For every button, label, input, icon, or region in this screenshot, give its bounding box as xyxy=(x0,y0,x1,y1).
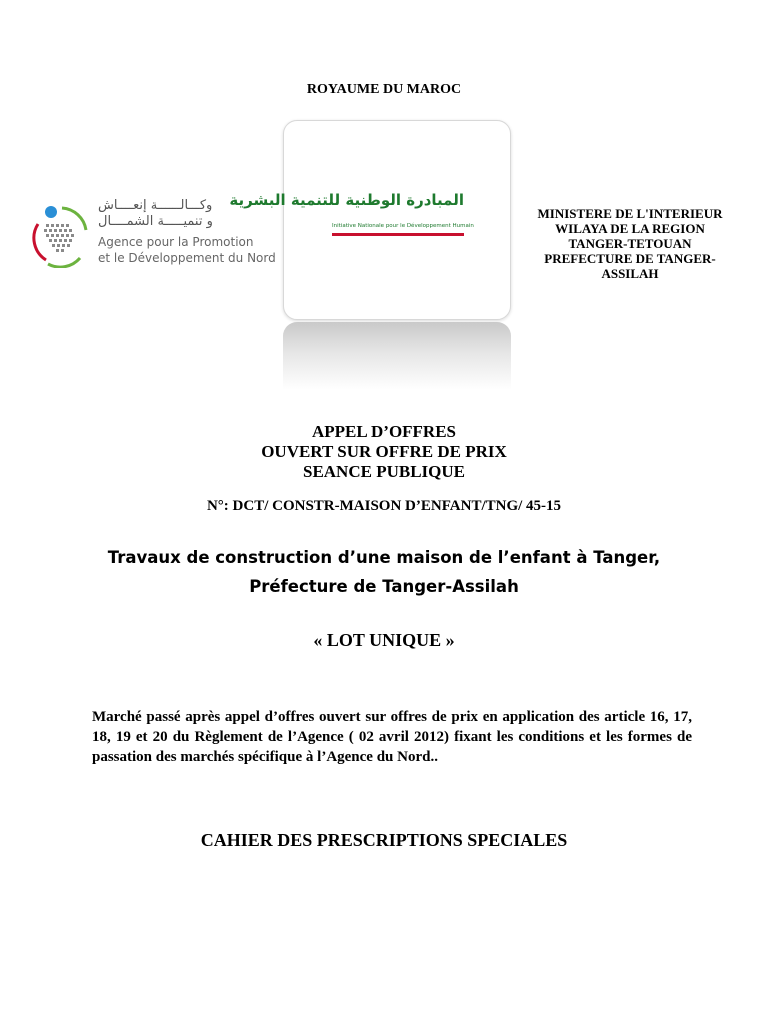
ministry-line: ASSILAH xyxy=(601,266,659,281)
indh-card-reflection xyxy=(283,322,511,390)
indh-latin-name: Initiative Nationale pour le Développement Humain xyxy=(332,223,474,229)
works-title-line: Travaux de construction d’une maison de l’enfant à Tanger, xyxy=(107,548,661,567)
works-title-line: Préfecture de Tanger-Assilah xyxy=(249,577,519,596)
indh-red-underline xyxy=(332,233,464,236)
indh-logo-card xyxy=(229,120,511,320)
indh-arabic-name: المبادرة الوطنية للتنمية البشرية xyxy=(229,191,464,209)
works-title xyxy=(60,543,708,601)
indh-logo xyxy=(229,189,474,255)
tender-title-line: APPEL D’OFFRES xyxy=(311,422,457,441)
agence-arabic-line: وكـــالــــــة إنعــــاش xyxy=(98,198,213,213)
ministry-line: PREFECTURE DE TANGER- xyxy=(544,251,716,266)
ministry-line: WILAYA DE LA REGION xyxy=(555,221,705,236)
market-paragraph: Marché passé après appel d’offres ouvert sur offres de prix en application des article 16, 17, 18, 19 et 20 du Règlement de l’Agence ( 02 avril 2012) fixant les conditions et les formes de passation des marchés spécifique à l’Agence du Nord.. xyxy=(92,709,692,765)
agence-french-line: et le Développement du Nord xyxy=(98,251,276,265)
kingdom-heading: ROYAUME DU MAROC xyxy=(306,82,462,97)
ministry-line: MINISTERE DE L'INTERIEUR xyxy=(537,206,723,221)
ministry-block xyxy=(512,206,748,281)
agence-arabic-line: و تنميـــــة الشمــــال xyxy=(98,214,213,229)
tender-title xyxy=(0,422,768,482)
lot-label: « LOT UNIQUE » xyxy=(313,630,455,650)
tender-title-line: OUVERT SUR OFFRE DE PRIX xyxy=(261,442,507,461)
ministry-line: TANGER-TETOUAN xyxy=(568,236,692,251)
tender-number: N°: DCT/ CONSTR-MAISON D’ENFANT/TNG/ 45-15 xyxy=(206,498,562,514)
agence-map-icon xyxy=(32,202,90,268)
agence-french-name xyxy=(98,234,276,266)
cahier-title: CAHIER DES PRESCRIPTIONS SPECIALES xyxy=(200,830,568,850)
agence-french-line: Agence pour la Promotion xyxy=(98,235,254,249)
tender-title-line: SEANCE PUBLIQUE xyxy=(302,462,465,481)
